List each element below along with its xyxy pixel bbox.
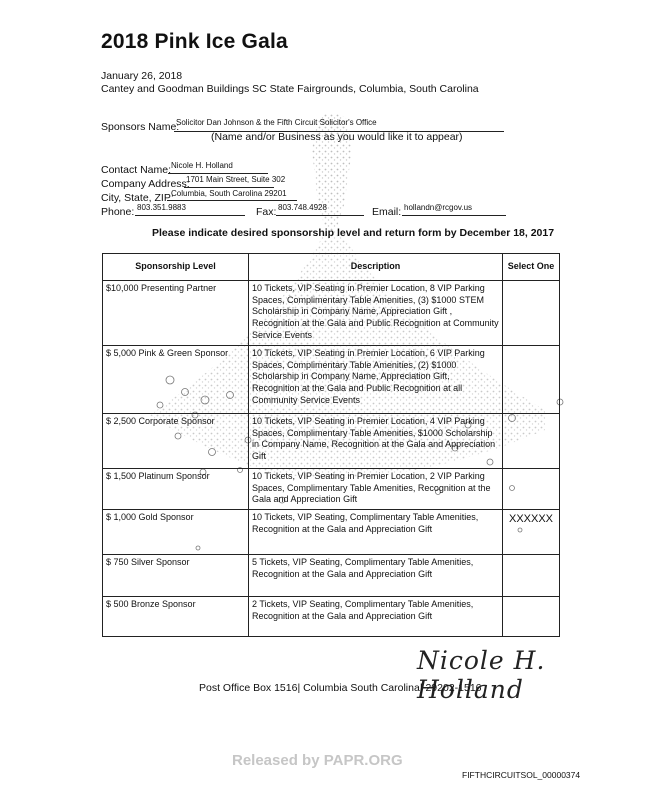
sponsorship-level-cell: $10,000 Presenting Partner xyxy=(103,281,249,346)
sponsorship-level-cell: $ 5,000 Pink & Green Sponsor xyxy=(103,346,249,414)
description-cell: 10 Tickets, VIP Seating in Premier Location, 8 VIP Parking Spaces, Complimentary Table Amenities, (3) $1000 STEM Scholarship in Company Name, Appreciation Gift , Recognition at the Gala and Public Recognition at Community Service Events xyxy=(249,281,503,346)
header-select-one: Select One xyxy=(503,254,560,281)
description-cell: 5 Tickets, VIP Seating, Complimentary Table Amenities, Recognition at the Gala and Appreciation Gift xyxy=(249,555,503,597)
description-cell: 10 Tickets, VIP Seating in Premier Location, 4 VIP Parking Spaces, Complimentary Table Amenities, $1000 Scholarship in Company Name, Recognition at the Gala and Appreciation Gift xyxy=(249,414,503,469)
header-description: Description xyxy=(249,254,503,281)
sponsorship-table xyxy=(102,253,560,637)
description-cell: 10 Tickets, VIP Seating in Premier Location, 2 VIP Parking Spaces, Complimentary Table Amenities, Recognition at the Gala and Appreciation Gift xyxy=(249,469,503,510)
fax-label: Fax: xyxy=(256,206,277,218)
company-address-line xyxy=(184,187,274,188)
contact-name-value[interactable]: Nicole H. Holland xyxy=(171,161,233,170)
phone-value[interactable]: 803.351.9883 xyxy=(137,203,186,212)
email-line xyxy=(402,215,506,216)
company-address-value[interactable]: 1701 Main Street, Suite 302 xyxy=(186,175,286,184)
sponsors-name-label: Sponsors Name: xyxy=(101,121,180,133)
phone-line xyxy=(135,215,245,216)
sponsors-name-note: (Name and/or Business as you would like it to appear) xyxy=(211,131,463,143)
contact-name-label: Contact Name: xyxy=(101,164,172,176)
release-watermark: Released by PAPR.ORG xyxy=(232,752,403,769)
sponsorship-level-cell: $ 1,500 Platinum Sponsor xyxy=(103,469,249,510)
table-row xyxy=(103,555,560,597)
fax-line xyxy=(276,215,364,216)
contact-name-line xyxy=(168,173,268,174)
table-row xyxy=(103,281,560,346)
document-id: FIFTHCIRCUITSOL_00000374 xyxy=(462,770,581,780)
table-row xyxy=(103,414,560,469)
email-label: Email: xyxy=(372,206,402,218)
select-cell[interactable]: XXXXXX xyxy=(503,510,560,555)
fax-value[interactable]: 803.748.4928 xyxy=(278,203,327,212)
table-row xyxy=(103,597,560,637)
return-instruction: Please indicate desired sponsorship level and return form by December 18, 2017 xyxy=(152,227,555,239)
city-state-zip-label: City, State, ZIP: xyxy=(101,192,174,204)
select-cell[interactable] xyxy=(503,597,560,637)
select-cell[interactable] xyxy=(503,469,560,510)
description-cell: 2 Tickets, VIP Seating, Complimentary Table Amenities, Recognition at the Gala and Appreciation Gift xyxy=(249,597,503,637)
city-state-zip-value[interactable]: Columbia, South Carolina 29201 xyxy=(171,189,287,198)
event-date: January 26, 2018 xyxy=(101,70,183,82)
table-row xyxy=(103,346,560,414)
table-row xyxy=(103,469,560,510)
signature: Nicole H. Holland xyxy=(417,646,546,704)
event-location: Cantey and Goodman Buildings SC State Fairgrounds, Columbia, South Carolina xyxy=(101,83,479,95)
sponsorship-level-cell: $ 2,500 Corporate Sponsor xyxy=(103,414,249,469)
sponsorship-level-cell: $ 1,000 Gold Sponsor xyxy=(103,510,249,555)
header-sponsorship-level: Sponsorship Level xyxy=(103,254,249,281)
select-cell[interactable] xyxy=(503,281,560,346)
select-cell[interactable] xyxy=(503,555,560,597)
table-header-row xyxy=(103,254,560,281)
description-cell: 10 Tickets, VIP Seating in Premier Location, 6 VIP Parking Spaces, Complimentary Table Amenities, (2) $1000 Scholarship in Company Name, Appreciation Gift, Recognition at the Gala and Public Recognition at all Community Service Events xyxy=(249,346,503,414)
company-address-label: Company Address: xyxy=(101,178,190,190)
description-cell: 10 Tickets, VIP Seating, Complimentary Table Amenities, Recognition at the Gala and Appreciation Gift xyxy=(249,510,503,555)
sponsors-name-value[interactable]: Solicitor Dan Johnson & the Fifth Circuit Solicitor's Office xyxy=(176,118,377,127)
city-state-zip-line xyxy=(167,200,297,201)
select-cell[interactable] xyxy=(503,346,560,414)
page-title: 2018 Pink Ice Gala xyxy=(101,30,288,53)
select-cell[interactable] xyxy=(503,414,560,469)
sponsorship-level-cell: $ 750 Silver Sponsor xyxy=(103,555,249,597)
sponsorship-level-cell: $ 500 Bronze Sponsor xyxy=(103,597,249,637)
phone-label: Phone: xyxy=(101,206,135,218)
email-value[interactable]: hollandn@rcgov.us xyxy=(404,203,473,212)
table-row xyxy=(103,510,560,555)
footer-address: Post Office Box 1516| Columbia South Carolina| 29202-1516 xyxy=(199,682,482,694)
